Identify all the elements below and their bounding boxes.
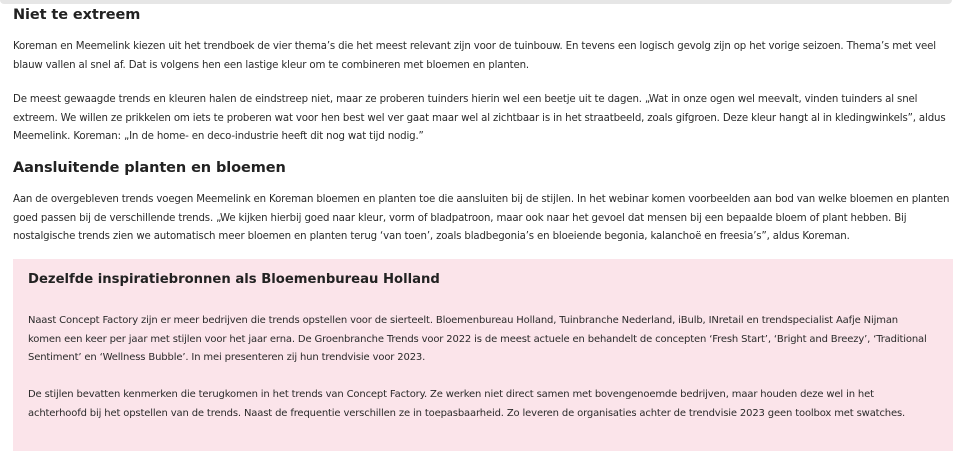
callout-heading: Dezelfde inspiratiebronnen als Bloemenbureau Holland <box>28 272 440 287</box>
paragraph: Aan de overgebleven trends voegen Meemelink en Koreman bloemen en planten toe die aansluiten bij de stijlen. In het webinar komen voorbeelden aan bod van welke bloemen en planten goed passen bij de verschillende trends. „We kijken hierbij goed naar kleur, vorm of bladpatroon, maar ook naar het gevoel dat mensen bij een bepaalde bloem of plant hebben. Bij nostalgische trends zien we automatisch meer bloemen en planten terug ‘van toen’, zoals bladbegonia’s en bloeiende begonia, kalanchoë en freesia’s”, aldus Koreman. <box>13 194 950 242</box>
top-divider <box>0 0 952 4</box>
callout-paragraph: De stijlen bevatten kenmerken die terugkomen in het trends van Concept Factory. Ze werken niet direct samen met bovengenoemde bedrijven, maar houden deze wel in het achterhoofd bij het opstellen van de trends. Naast de frequentie verschillen ze in toepasbaarheid. Zo leveren de organisaties achter de trendvisie 2023 geen toolbox met swatches. <box>28 389 906 419</box>
info-callout-box <box>13 259 953 451</box>
paragraph: De meest gewaagde trends en kleuren halen de eindstreep niet, maar ze proberen tuinders hierin wel een beetje uit te dagen. „Wat in onze ogen wel meevalt, vinden tuinders al snel extreem. We willen ze prikkelen om iets te proberen wat voor hen best wel ver gaat maar wel al zichtbaar is in het straatbeeld, zoals gifgroen. Deze kleur hangt al in kledingwinkels”, aldus Meemelink. Koreman: „In de home- en deco-industrie heeft dit nog wat tijd nodig.” <box>13 94 946 142</box>
paragraph: Koreman en Meemelink kiezen uit het trendboek de vier thema’s die het meest relevant zijn voor de tuinbouw. En tevens een logisch gevolg zijn op het vorige seizoen. Thema’s met veel blauw vallen al snel af. Dat is volgens hen een lastige kleur om te combineren met bloemen en planten. <box>13 41 936 71</box>
section-heading-niet-te-extreem: Niet te extreem <box>13 7 141 23</box>
callout-paragraph: Naast Concept Factory zijn er meer bedrijven die trends opstellen voor de sierteelt. Bloemenbureau Holland, Tuinbranche Nederland, iBulb, INretail en trendspecialist Aafje Nijman komen een keer per jaar met stijlen voor het jaar erna. De Groenbranche Trends voor 2022 is de meest actuele en behandelt de concepten ‘Fresh Start’, ‘Bright and Breezy’, ‘Traditional Sentiment’ en ‘Wellness Bubble’. In mei presenteren zij hun trendvisie voor 2023. <box>28 315 927 363</box>
section-heading-aansluitende-planten: Aansluitende planten en bloemen <box>13 160 286 176</box>
